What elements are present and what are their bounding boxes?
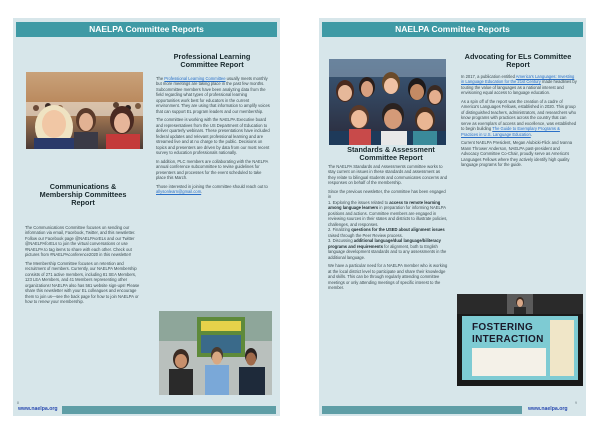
footer-url-link[interactable]: www.naelpa.org [528, 406, 568, 412]
footer-url-link[interactable]: www.naelpa.org [18, 406, 58, 412]
professional-learning-body [156, 76, 270, 312]
pl-p1-rest: usually meets monthly but more meetings are taking place in the past few months. Subcommittee members have been analyzing data from the field regarding what types of professional learning opportunities work best for educators in the current environment. They are using that information to amplify voices that can support EL program leaders and our membership. [156, 76, 270, 114]
pl-paragraph-4 [156, 184, 270, 195]
conference-group-photo [26, 72, 143, 149]
professional-learning-title: Professional Learning Committee Report [173, 52, 251, 70]
sa-p4-rest: raised through the Peer Review process. [328, 232, 403, 238]
membership-paragraph: The Membership Committee focuses on retention and recruitment of members. Currently, our NAELPA Membership consists of 271 active members, including 81 SEA Members, 123 LEA Members, and 41 Members representing other organizations! NAELPA also has 561 website sign-ups! Please share this newsletter with your EL colleagues and encourage them to join us—see the back page for how to join NAELPA or how to renew your membership. [25, 260, 140, 305]
sa-p3-bold: access to remote learning among language learners [328, 199, 441, 211]
communications-membership-title: Communications & Membership Committees Report [39, 182, 127, 208]
slide-sidebar [550, 320, 574, 376]
conference-photo-image [26, 72, 143, 149]
advocating-els-body [461, 74, 577, 294]
pl-p4-lead: Those interested in joining the committee should reach out to [156, 183, 268, 189]
sa-p5-rest: for alignment, both to English language development standards and to any assessments in the additional language. [328, 243, 447, 260]
adv-p1-rest: made headlines by touting the value of languages as a national interest and envisioning equal access to language education. [461, 79, 577, 96]
adv-p2-lead: As a spin off of the report was the creation of a cadre of America's Languages Fellows, established in 2020. This group of distinguished teachers, administrators, and researchers who know programs with practices across the country that can serve as exemplars of access and excellence, was established to begin building [461, 98, 577, 132]
pl-paragraph-3: In addition, PLC members are collaborating with the NAELPA annual conference subcommittee to revise guidelines for presenters and processes for the event scheduled to take place this March. [156, 158, 269, 181]
exemplary-programs-guide-link[interactable]: The Guide to Exemplary Programs & Practices in U.S. Language Education [461, 126, 560, 137]
footer-bar-right [322, 406, 522, 414]
sa-p3-lead: 1. Exploring the issues related to [328, 199, 390, 205]
advocating-els-title: Advocating for ELs Committee Report [464, 52, 572, 70]
sa-p4-bold: questions for the USED about alignment issues [351, 227, 445, 233]
slide-headline-2: INTERACTION [472, 334, 544, 345]
slide-headline-1: FOSTERING [472, 322, 534, 333]
pl-p1-lead: The [156, 76, 165, 81]
professional-learning-committee-link[interactable]: Professional Learning Committee [164, 76, 226, 81]
sa-p4-lead: 2. Finalizing [328, 227, 352, 233]
adv-p1-lead: In 2017, a publication entitled [461, 74, 516, 79]
sa-paragraph-2: Since the previous newsletter, the committee has been engaged in [328, 188, 446, 200]
standards-assessment-title: Standards & Assessment Committee Report [347, 145, 435, 163]
pl-p4-end: . [201, 189, 203, 195]
footer-bar-left [62, 406, 276, 414]
sa-p3-rest: in preparation for informing NAELPA positions and actions. Committee members are engaged in reviewing sources in their states and districts to illustrate policies, challenges, and responses. [328, 205, 448, 227]
communications-membership-body [25, 225, 140, 400]
page-number: 8 [17, 401, 19, 405]
webinar-screenshot [457, 294, 583, 386]
page-banner: NAELPA Committee Reports [322, 22, 583, 37]
standards-assessment-body [328, 164, 448, 400]
selfie-group-photo [329, 59, 446, 145]
communications-paragraph: The Communications Committee focuses on sending our information via email, Facebook, Twitter, and this newsletter. Follow our Facebook page @NAELPAorELs and our Twitter @NAELPAforELs to join the virtual conversations or use #NAELPA to tag items to share with each other. Check out pictures from #NAELPAconference2020 in this newsletter! [25, 225, 136, 258]
page-banner: NAELPA Committee Reports [16, 22, 277, 37]
pl-paragraph-2: The committee is working with the NAELPA Executive board and representatives from the US Department of Education to deliver quarterly webinars. These presentations have included federal updates and relevant professional learning and are streamed live and at no charge to the public. Decisions on topics and presenters are driven by data from our most recent survey to education professionals nationally. [156, 117, 270, 156]
contact-email-link[interactable]: allysonlearn@gmail.com [156, 189, 202, 195]
three-members-image [159, 311, 272, 395]
americas-languages-link[interactable]: America's Languages: Investing in Language Education for the 21st Century [461, 74, 575, 85]
sa-p5-bold: additional language/dual language/biliteracy programs and requirements [328, 238, 441, 249]
adv-paragraph-3: Current NAELPA President, Megan Alubicki-Flick and Ivanna Mann Thrower Anderson, NAELPA past-president and Advocacy Committee Co-Chair, proudly serve as America's Languages Fellows where they actively identify high quality language programs for the guide. [461, 140, 573, 168]
adv-paragraph-2 [461, 99, 577, 137]
adv-paragraph-1 [461, 74, 577, 96]
sa-paragraph-3 [328, 200, 448, 227]
slide-panel [472, 348, 546, 376]
sa-paragraph-4 [328, 227, 448, 238]
adv-p2-end: . [530, 131, 532, 137]
slide [462, 316, 578, 380]
presenter-image [457, 294, 583, 314]
sa-paragraph-5 [328, 238, 448, 260]
selfie-photo-image [329, 59, 446, 145]
three-members-photo [159, 311, 272, 395]
sa-p5-lead: 3. Discussing [328, 238, 354, 244]
sa-paragraph-6: We have a particular need for a NAELPA member who is working at the local district level to participate and share their knowledge and skills. This can be through regularly attending committee meetings or only attending meetings of specific interest to the member. [328, 263, 448, 291]
presenter-video [457, 294, 583, 314]
page-number: 9 [575, 401, 577, 405]
newsletter-page-left [13, 18, 280, 416]
pl-paragraph-1 [156, 76, 270, 114]
sa-paragraph-1: The NAELPA Standards and Assessments committee works to stay current on issues in these standards and assessment as they relate to bilingual students and communicates concerns and responses on behalf of the membership. [328, 164, 447, 186]
